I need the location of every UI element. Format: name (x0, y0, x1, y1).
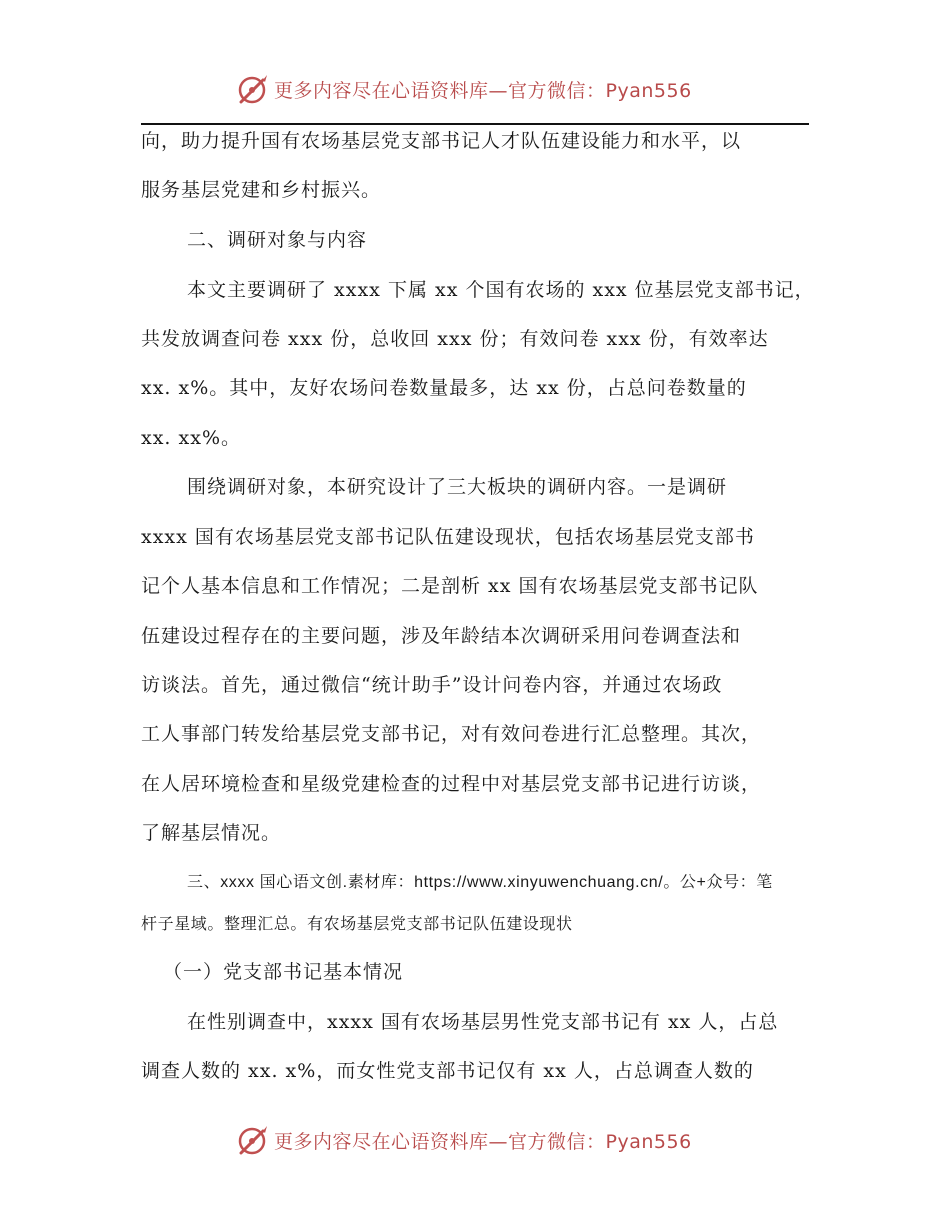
watermark-text: 更多内容尽在心语资料库—官方微信：Pyan556 (274, 1130, 692, 1153)
body-line: 杆子星域。整理汇总。有农场基层党支部书记队伍建设现状 (141, 916, 573, 933)
section-heading: 二、调研对象与内容 (187, 229, 368, 251)
body-line: 服务基层党建和乡村振兴。 (141, 179, 382, 201)
header-watermark (236, 71, 692, 107)
body-line: 在人居环境检查和星级党建检查的过程中对基层党支部书记进行访谈， (141, 773, 762, 795)
footer-watermark (236, 1122, 692, 1158)
body-line: 调查人数的 xx. x%，而女性党支部书记仅有 xx 人，占总调查人数的 (141, 1060, 754, 1082)
body-line: xx. xx%。 (141, 427, 241, 449)
body-line: 共发放调查问卷 xxx 份，总收回 xxx 份；有效问卷 xxx 份，有效率达 (141, 328, 769, 350)
header-rule (141, 123, 809, 125)
body-line: 在性别调查中，xxxx 国有农场基层男性党支部书记有 xx 人，占总 (187, 1011, 779, 1033)
body-line: 向，助力提升国有农场基层党支部书记人才队伍建设能力和水平，以 (141, 130, 742, 152)
body-line: xx. x%。其中，友好农场问卷数量最多，达 xx 份，占总问卷数量的 (141, 377, 747, 399)
body-line: xxxx 国有农场基层党支部书记队伍建设现状，包括农场基层党支部书 (141, 526, 755, 548)
body-line: 记个人基本信息和工作情况；二是剖析 xx 国有农场基层党支部书记队 (141, 575, 759, 597)
body-line: 工人事部门转发给基层党支部书记，对有效问卷进行汇总整理。其次， (141, 723, 762, 745)
body-line: 访谈法。首先，通过微信“统计助手”设计问卷内容，并通过农场政 (141, 674, 723, 696)
watermark-text: 更多内容尽在心语资料库—官方微信：Pyan556 (274, 79, 692, 102)
body-line: 伍建设过程存在的主要问题，涉及年龄结本次调研采用问卷调查法和 (141, 625, 742, 647)
pen-logo-icon (236, 1123, 270, 1157)
body-line: 了解基层情况。 (141, 822, 282, 844)
body-line: 本文主要调研了 xxxx 下属 xx 个国有农场的 xxx 位基层党支部书记， (187, 279, 815, 301)
section-heading: 三、xxxx 国心语文创.素材库：https://www.xinyuwenchuang.cn/。公+众号：笔 (187, 874, 773, 891)
pen-logo-icon (236, 72, 270, 106)
body-line: 围绕调研对象，本研究设计了三大板块的调研内容。一是调研 (187, 476, 728, 498)
subsection-heading: （一）党支部书记基本情况 (163, 961, 404, 983)
